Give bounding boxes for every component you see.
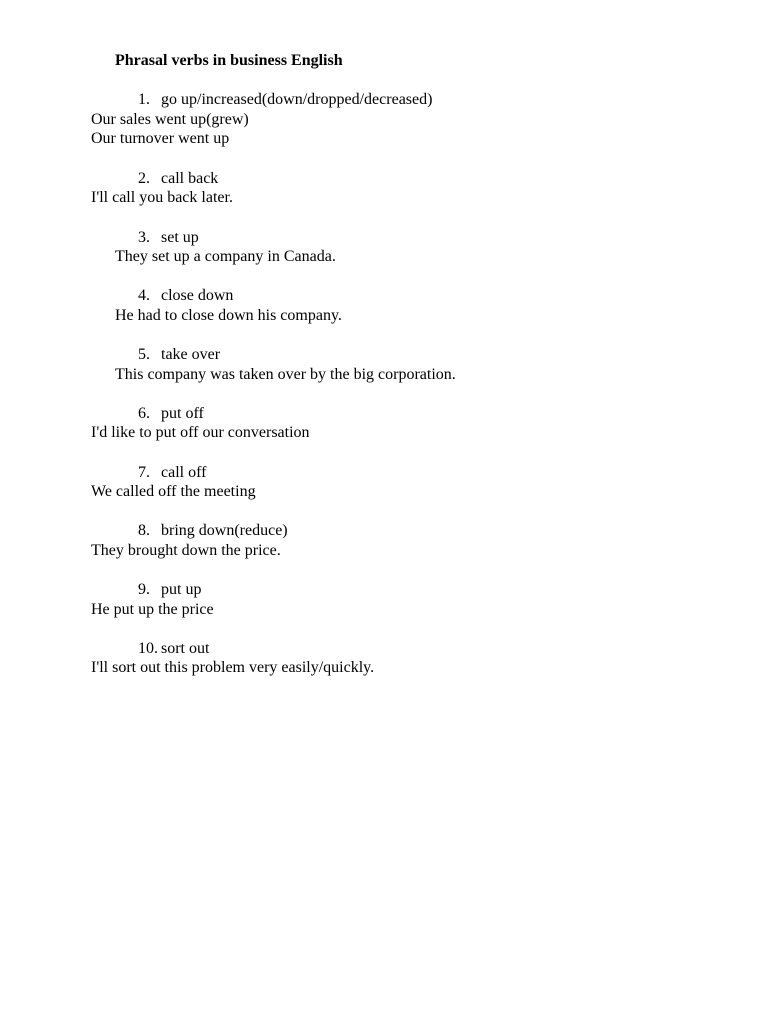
example-sentence: They set up a company in Canada. (115, 248, 336, 265)
list-item-verb (138, 580, 201, 600)
phrasal-verb: go up/increased(down/dropped/decreased) (161, 91, 433, 108)
list-item-verb (138, 345, 220, 365)
phrasal-verb: close down (161, 287, 234, 304)
phrasal-verb: set up (161, 229, 199, 246)
example-sentence: He had to close down his company. (115, 307, 342, 324)
list-item-number: 6. (138, 405, 150, 422)
example-sentence: I'll sort out this problem very easily/quickly. (91, 659, 375, 676)
example-sentence: They brought down the price. (91, 542, 281, 559)
list-item-number: 1. (138, 91, 150, 108)
list-item-verb (138, 639, 209, 659)
phrasal-verb: call back (161, 170, 219, 187)
list-item-verb (138, 286, 233, 306)
list-item-verb (138, 404, 204, 424)
list-item-verb (138, 90, 432, 110)
list-item-verb (138, 521, 288, 541)
example-sentence: I'd like to put off our conversation (91, 424, 310, 441)
example-sentence: Our turnover went up (91, 130, 230, 147)
example-sentence: I'll call you back later. (91, 189, 233, 206)
phrasal-verb: sort out (161, 640, 210, 657)
phrasal-verb: take over (161, 346, 221, 363)
list-item-number: 3. (138, 229, 150, 246)
list-item-number: 8. (138, 522, 150, 539)
list-item-verb (138, 169, 218, 189)
list-item-number: 5. (138, 346, 150, 363)
phrasal-verb: put up (161, 581, 202, 598)
example-sentence: Our sales went up(grew) (91, 111, 249, 128)
phrasal-verb: put off (161, 405, 204, 422)
list-item-number: 10. (138, 640, 158, 657)
example-sentence: This company was taken over by the big corporation. (115, 366, 456, 383)
phrasal-verb: call off (161, 464, 207, 481)
list-item-number: 4. (138, 287, 150, 304)
example-sentence: He put up the price (91, 601, 214, 618)
list-item-number: 2. (138, 170, 150, 187)
example-sentence: We called off the meeting (91, 483, 256, 500)
document-title: Phrasal verbs in business English (115, 52, 343, 69)
phrasal-verb: bring down(reduce) (161, 522, 288, 539)
list-item-verb (138, 228, 199, 248)
list-item-number: 9. (138, 581, 150, 598)
list-item-number: 7. (138, 464, 150, 481)
list-item-verb (138, 463, 206, 483)
